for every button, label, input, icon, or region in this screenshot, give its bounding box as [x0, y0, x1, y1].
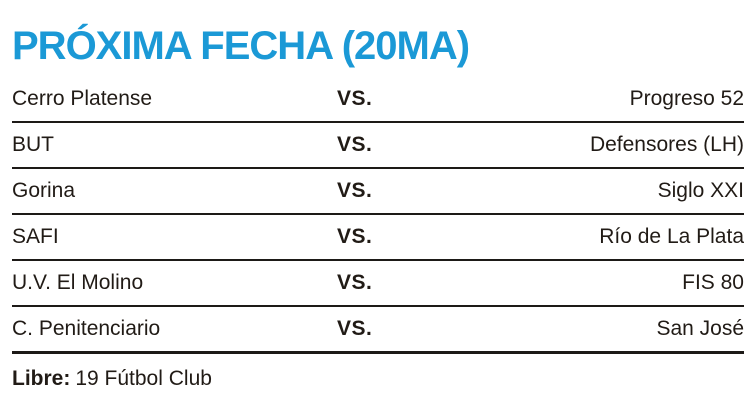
bye-note [12, 367, 744, 391]
fixtures-table [12, 77, 744, 354]
bye-note-team: 19 Fútbol Club [75, 367, 212, 390]
home-team: U.V. El Molino [12, 271, 144, 294]
table-row [12, 307, 744, 354]
vs-label: VS. [337, 271, 373, 294]
table-row [12, 215, 744, 261]
away-team: FIS 80 [682, 271, 744, 294]
vs-label: VS. [337, 225, 373, 248]
table-row [12, 261, 744, 307]
home-team: BUT [12, 133, 54, 156]
table-row [12, 77, 744, 123]
bye-note-label: Libre: [12, 367, 71, 390]
vs-label: VS. [337, 87, 373, 110]
away-team: Río de La Plata [599, 225, 744, 248]
home-team: SAFI [12, 225, 59, 248]
content-area [12, 0, 744, 391]
vs-label: VS. [337, 317, 373, 340]
vs-label: VS. [337, 179, 373, 202]
home-team: Gorina [12, 179, 76, 202]
table-row [12, 169, 744, 215]
away-team: Siglo XXI [657, 179, 744, 202]
home-team: C. Penitenciario [12, 317, 161, 340]
away-team: San José [656, 317, 744, 340]
away-team: Progreso 52 [629, 87, 744, 110]
away-team: Defensores (LH) [589, 133, 744, 156]
vs-label: VS. [337, 133, 373, 156]
page-title: PRÓXIMA FECHA (20MA) [12, 24, 470, 68]
home-team: Cerro Platense [12, 87, 153, 110]
table-row [12, 123, 744, 169]
